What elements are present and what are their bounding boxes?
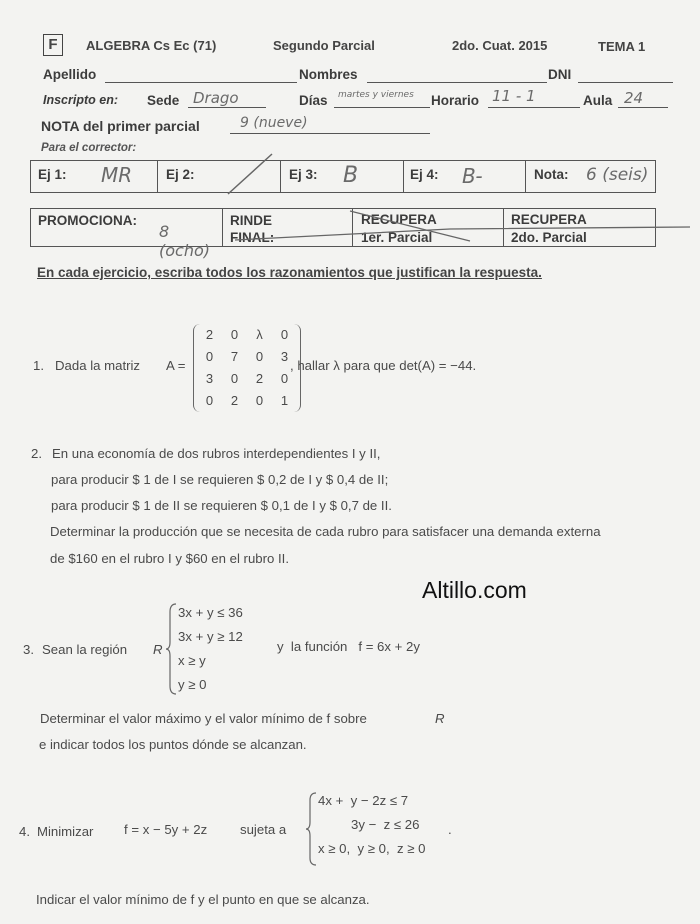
- matrix-cell: 0: [255, 349, 264, 364]
- constraint: 3y − z ≤ 26: [351, 817, 420, 832]
- matrix-cell: 0: [230, 371, 239, 386]
- horario-value: 11 - 1: [492, 87, 536, 105]
- ex1-matrix-name: A =: [166, 358, 186, 373]
- nombres-line: [367, 82, 547, 83]
- ex2-line: de $160 en el rubro I y $60 en el rubro II.: [50, 551, 289, 566]
- matrix-row: [197, 324, 297, 346]
- matrix-cell: 1: [280, 393, 289, 408]
- final-label: FINAL:: [230, 230, 275, 245]
- matrix-cell: 3: [205, 371, 214, 386]
- ej3-label: Ej 3:: [289, 167, 318, 182]
- status-strike-marks: [220, 205, 700, 255]
- constraint: y ≥ 0: [178, 677, 207, 692]
- ex3-brace: [166, 602, 178, 696]
- subject-title: ALGEBRA Cs Ec (71): [86, 38, 217, 53]
- constraint: x ≥ y: [178, 653, 206, 668]
- dias-value: martes y viernes: [338, 90, 414, 100]
- matrix-row: [197, 346, 297, 368]
- aula-label: Aula: [583, 93, 613, 108]
- ej1-label: Ej 1:: [38, 167, 67, 182]
- matrix-cell: 0: [230, 327, 239, 342]
- ej4-cell: [404, 161, 526, 192]
- nota-label: Nota:: [534, 167, 569, 182]
- matrix-row: [197, 390, 297, 412]
- ex4-task: Indicar el valor mínimo de f y el punto en que se alcanza.: [36, 892, 370, 907]
- aula-value: 24: [624, 89, 644, 107]
- aula-line: [618, 107, 668, 108]
- ex4-text: Minimizar: [37, 824, 94, 839]
- exam-title: Segundo Parcial: [273, 38, 375, 53]
- ex3-text: Sean la región: [42, 642, 128, 657]
- ex2-line: Determinar la producción que se necesita de cada rubro para satisfacer una demanda externa: [50, 524, 601, 539]
- ej2-strike-mark: [220, 148, 280, 198]
- instruction-text: En cada ejercicio, escriba todos los razonamientos que justifican la respuesta.: [37, 265, 542, 280]
- ej4-grade: B-: [462, 164, 483, 188]
- ej1-grade: MR: [101, 163, 133, 187]
- matrix-cell: 2: [230, 393, 239, 408]
- constraint: 3x + y ≥ 12: [178, 629, 243, 644]
- ex4-number: 4.: [19, 824, 30, 839]
- ex3-task-region: R: [435, 711, 445, 726]
- ex4-function: f = x − 5y + 2z: [124, 822, 208, 837]
- ej3-grade: B: [343, 163, 359, 188]
- matrix-cell: 0: [205, 349, 214, 364]
- nombres-label: Nombres: [299, 67, 358, 82]
- theme-label: TEMA 1: [598, 39, 646, 54]
- ex1-text-after: , hallar λ para que det(A) = −44.: [290, 358, 477, 373]
- dni-label: DNI: [548, 67, 572, 82]
- ex1-text: Dada la matriz: [55, 358, 141, 373]
- rinde-label: RINDE: [230, 213, 273, 228]
- dias-line: [334, 107, 430, 108]
- matrix-cell: λ: [256, 327, 263, 342]
- nota-primer-value: 9 (nueve): [240, 115, 308, 131]
- nota-cell: [526, 161, 656, 192]
- ex4-constraints: [318, 789, 425, 861]
- ex1-matrix: [193, 324, 301, 412]
- form-letter-box: F: [43, 34, 63, 56]
- corrector-label: Para el corrector:: [41, 142, 137, 154]
- corrector-grid: [30, 160, 656, 193]
- ex3-constraints: [178, 601, 243, 697]
- recupera-2-label: RECUPERA: [511, 212, 587, 227]
- horario-line: [488, 107, 580, 108]
- matrix-cell: 2: [255, 371, 264, 386]
- ex2-number: 2.: [31, 446, 42, 461]
- ex3-region: R: [153, 642, 163, 657]
- watermark-text: Altillo.com: [422, 577, 527, 603]
- inscripto-label: Inscripto en:: [43, 93, 119, 107]
- ex2-line: para producir $ 1 de I se requieren $ 0,2 de I y $ 0,4 de II;: [51, 472, 389, 487]
- matrix-cell: 0: [280, 371, 289, 386]
- ex4-subject: sujeta a: [240, 822, 287, 837]
- ej3-cell: [281, 161, 404, 192]
- apellido-label: Apellido: [43, 67, 97, 82]
- nota-primer-label: NOTA del primer parcial: [41, 118, 200, 134]
- matrix-cell: 0: [205, 393, 214, 408]
- promociona-label: PROMOCIONA:: [38, 213, 137, 228]
- ej1-cell: [31, 161, 158, 192]
- horario-label: Horario: [431, 93, 480, 108]
- recupera-2-sub: 2do. Parcial: [511, 230, 587, 245]
- dias-label: Días: [299, 93, 328, 108]
- promociona-value: 8 (ocho): [159, 222, 210, 260]
- matrix-cell: 2: [205, 327, 214, 342]
- recupera-1-label: RECUPERA: [361, 212, 437, 227]
- nota-primer-line: [230, 133, 430, 134]
- sede-line: [188, 107, 266, 108]
- sede-value: Drago: [193, 89, 239, 107]
- ex4-brace: [306, 791, 318, 867]
- ex3-function: y la función f = 6x + 2y: [277, 639, 420, 654]
- matrix-cell: 0: [255, 393, 264, 408]
- ej4-label: Ej 4:: [410, 167, 439, 182]
- promociona-cell: [31, 209, 223, 260]
- ej2-label: Ej 2:: [166, 167, 195, 182]
- recupera-1-sub: 1er. Parcial: [361, 230, 433, 245]
- ex3-task-line1: Determinar el valor máximo y el valor mínimo de f sobre: [40, 711, 367, 726]
- apellido-line: [105, 82, 297, 83]
- constraint: 3x + y ≤ 36: [178, 605, 243, 620]
- constraint: 4x + y − 2z ≤ 7: [318, 793, 409, 808]
- ex1-number: 1.: [33, 358, 44, 373]
- matrix-cell: 0: [280, 327, 289, 342]
- term-label: 2do. Cuat. 2015: [452, 38, 548, 53]
- matrix-row: [197, 368, 297, 390]
- sede-label: Sede: [147, 93, 180, 108]
- constraint: x ≥ 0, y ≥ 0, z ≥ 0: [318, 841, 426, 856]
- ex2-line: En una economía de dos rubros interdependientes I y II,: [52, 446, 381, 461]
- ex3-number: 3.: [23, 642, 34, 657]
- matrix-cell: 7: [230, 349, 239, 364]
- ex2-line: para producir $ 1 de II se requieren $ 0,1 de I y $ 0,7 de II.: [51, 498, 392, 513]
- nota-grade: 6 (seis): [586, 165, 649, 185]
- ex3-task-line2: e indicar todos los puntos dónde se alcanzan.: [39, 737, 307, 752]
- matrix-cell: 3: [280, 349, 289, 364]
- ex4-dot: .: [448, 822, 452, 837]
- dni-line: [578, 82, 673, 83]
